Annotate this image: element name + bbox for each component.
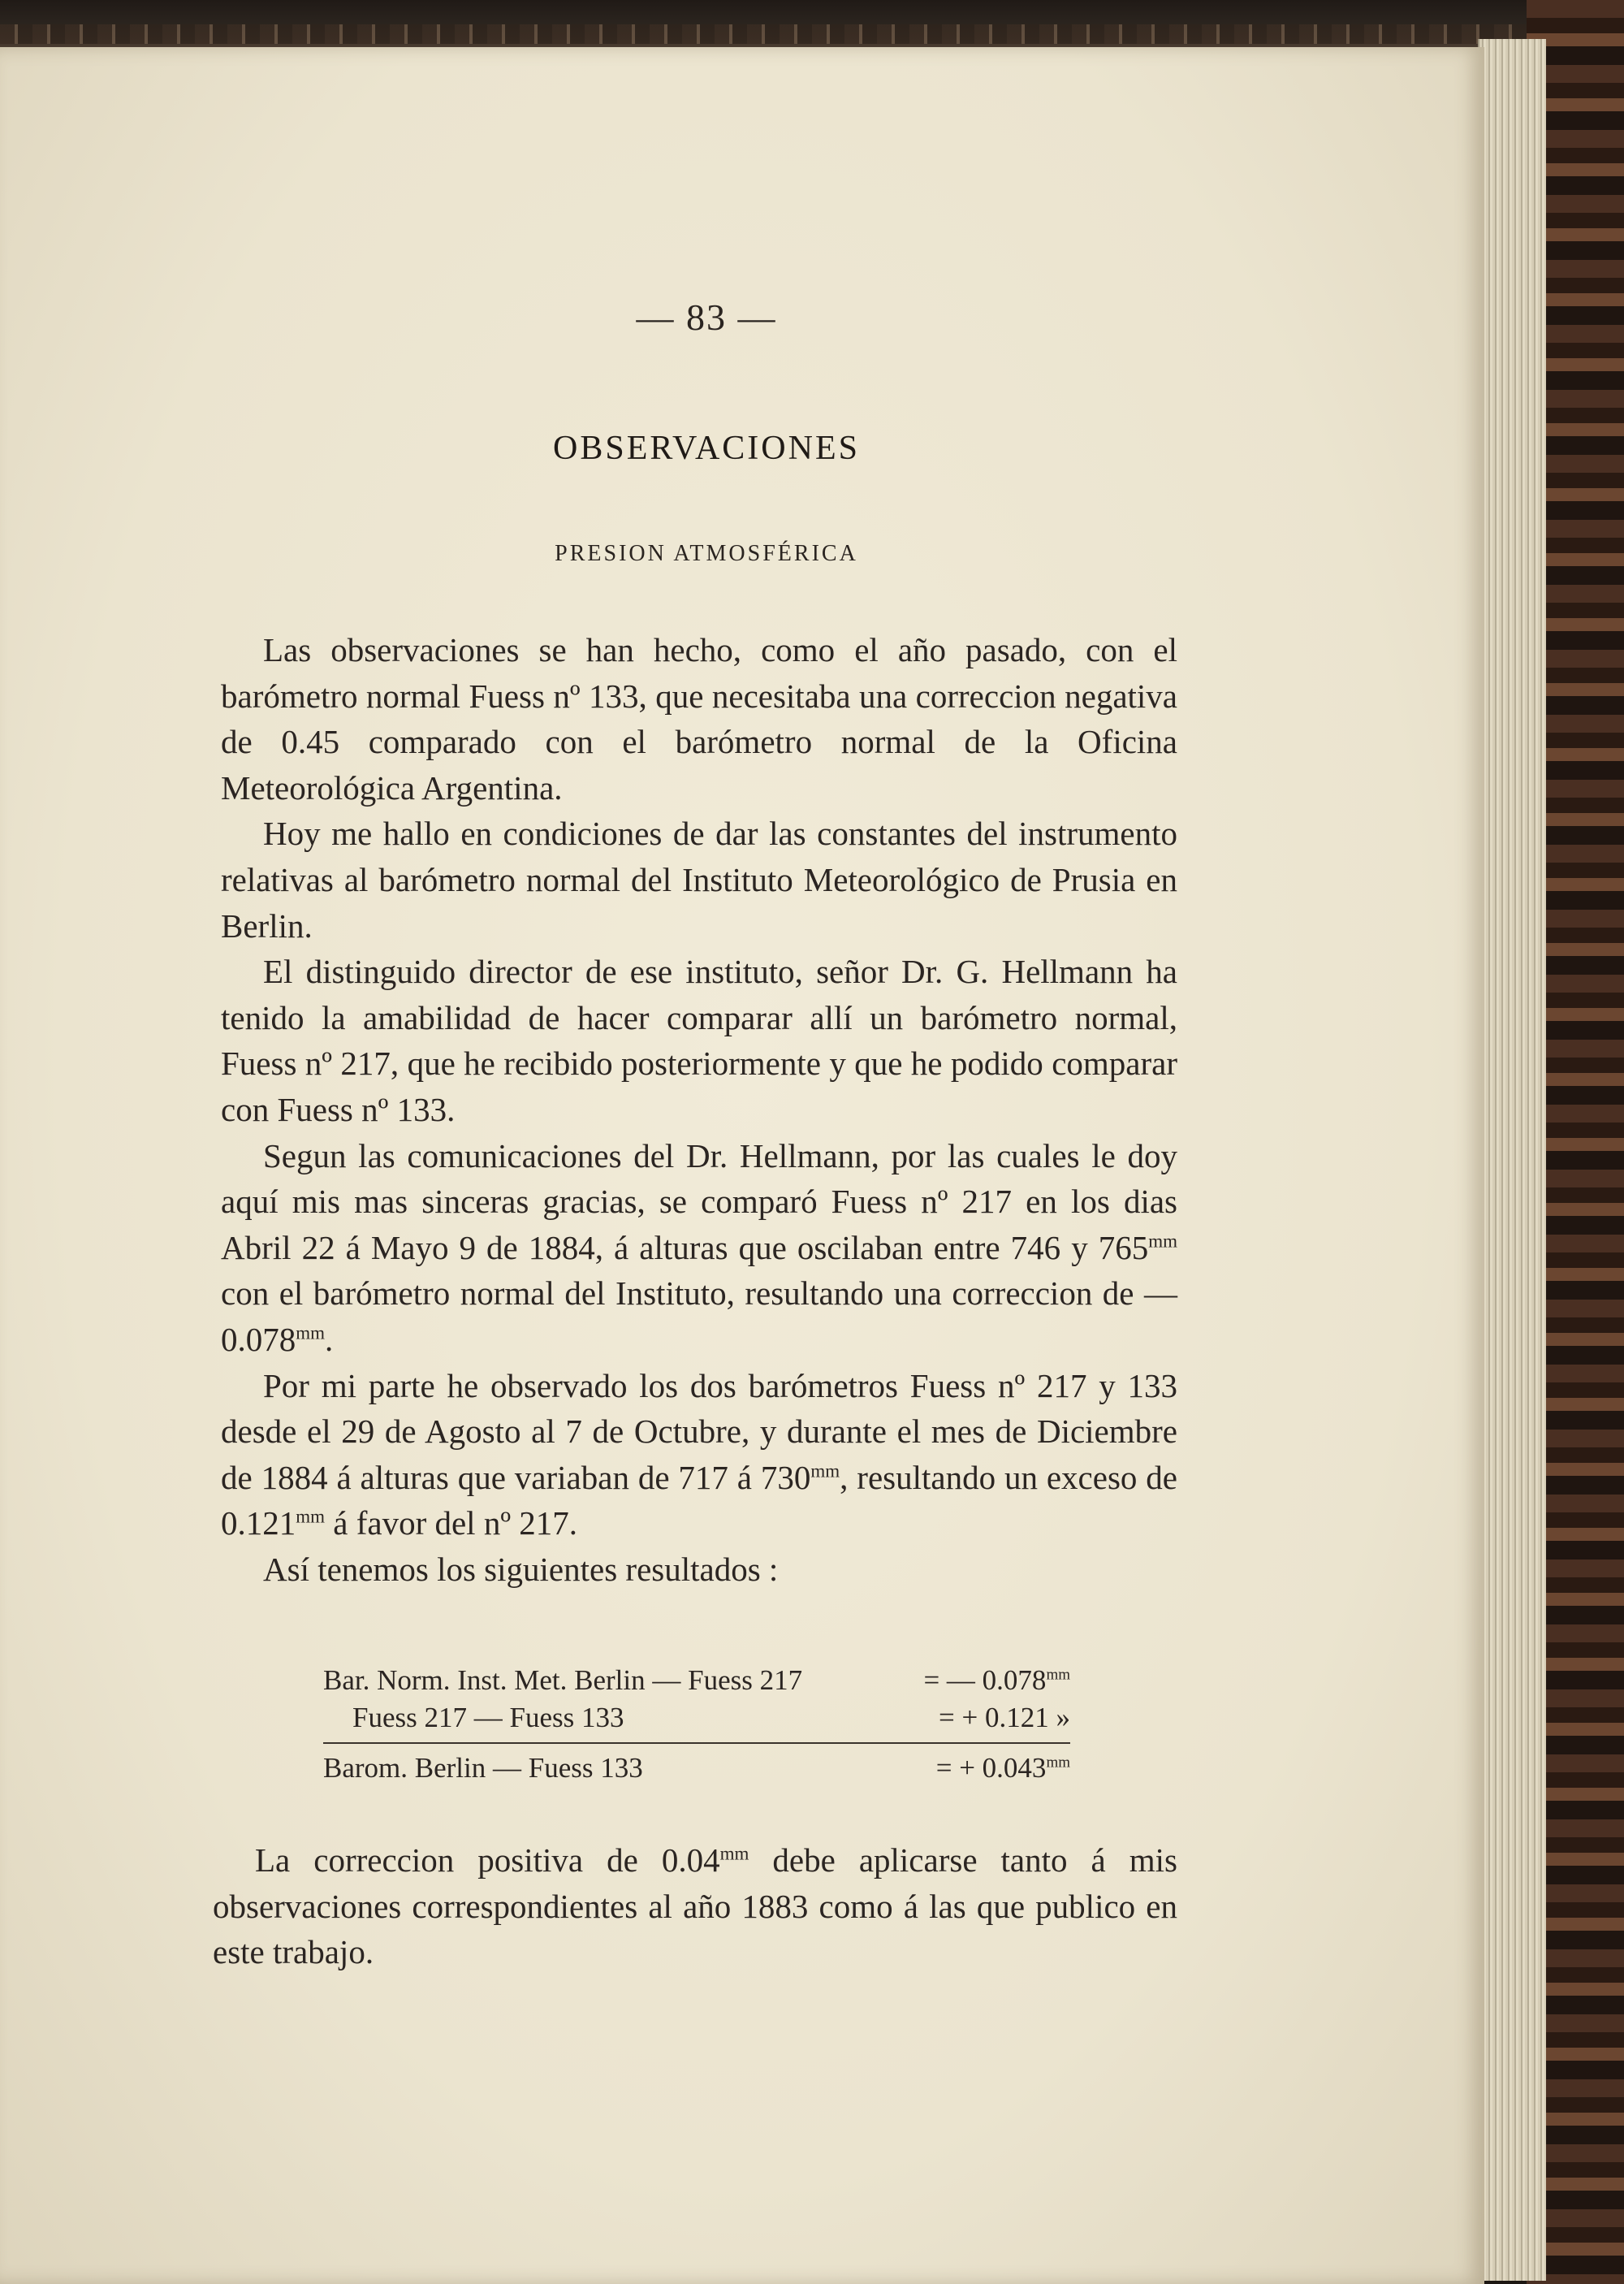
row-label: Bar. Norm. Inst. Met. Berlin — Fuess 217 <box>323 1664 803 1696</box>
paragraph: El distinguido director de ese instituto, señor Dr. G. Hellmann ha tenido la amabilidad de hacer comparar allí un barómetro normal, Fuess nº 217, que he recibido posteriormente y que he podido comparar con Fuess nº 133. <box>221 953 1177 1128</box>
results-table <box>323 1664 1070 1789</box>
body-text <box>221 627 1177 1592</box>
page-number: — 83 — <box>636 296 777 338</box>
table-total-row <box>323 1752 1070 1789</box>
row-label: Fuess 217 — Fuess 133 <box>352 1702 624 1733</box>
paragraph: La correccion positiva de $0.04^{mm}$ debe aplicarse tanto á mis observaciones correspondientes al año 1883 como á las que publico en este trabajo. <box>213 1841 1177 1971</box>
section-subtitle: PRESION ATMOSFÉRICA <box>555 541 858 566</box>
row-value: = — $0.078^{mm}$ <box>923 1664 1070 1696</box>
paragraph: Hoy me hallo en condiciones de dar las constantes del instrumento relativas al barómetro normal del Instituto Meteorológico de Prusia en Berlin. <box>221 815 1177 945</box>
row-label: Barom. Berlin — Fuess 133 <box>323 1752 643 1784</box>
table-row <box>323 1664 1070 1702</box>
section-title: OBSERVACIONES <box>553 430 860 467</box>
page-stack-edge <box>1478 39 1546 2281</box>
row-value: = + 0.121 » <box>939 1702 1070 1733</box>
paragraph: Las observaciones se han hecho, como el año pasado, con el barómetro normal Fuess nº 133, que necesitaba una correccion negativa de 0.45 comparado con el barómetro normal de la Oficina Meteorológica Argentina. <box>221 631 1177 807</box>
final-text <box>213 1837 1177 1975</box>
paragraph: Así tenemos los siguientes resultados : <box>263 1550 779 1588</box>
table-row <box>323 1702 1070 1739</box>
row-value: = + $0.043^{mm}$ <box>935 1752 1070 1784</box>
sum-rule <box>323 1742 1070 1744</box>
book-top-band <box>0 24 1543 44</box>
paragraph: Segun las comunicaciones del Dr. Hellmann, por las cuales le doy aquí mis mas sinceras gracias, se comparó Fuess nº 217 en los dias Abril 22 á Mayo 9 de 1884, á alturas que oscilaban entre 746 y $765^{mm}$ con el barómetro normal del Instituto, resultando una correccion de — $0.078^{mm}$. <box>221 1136 1177 1358</box>
paragraph: Por mi parte he observado los dos barómetros Fuess nº 217 y 133 desde el 29 de Agosto al 7 de Octubre, y durante el mes de Diciembre de 1884 á alturas que variaban de 717 á $730^{mm}$, resultando un exceso de $0.121^{mm}$ á favor del nº 217. <box>221 1366 1177 1542</box>
